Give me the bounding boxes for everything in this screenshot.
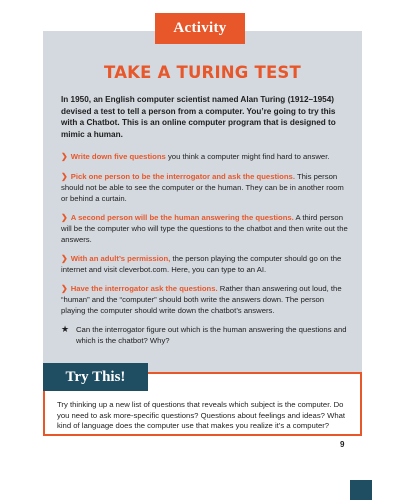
step-4-highlight: With an adult’s permission,: [70, 254, 171, 263]
step-3: [61, 212, 349, 245]
star-question-text: Can the interrogator figure out which is the human answering the questions and which is the chatbot? Why?: [76, 325, 347, 345]
step-3-text: A third person will be the computer who will type the questions to the chatbot and then write out the answers.: [61, 213, 348, 244]
step-1-highlight: Write down five questions: [70, 152, 166, 161]
intro-paragraph: In 1950, an English computer scientist named Alan Turing (1912–1954) devised a test to tell a person from a computer. You’re going to try this with a Chatbot. This is an online computer program that is designed to mimic a human.: [61, 95, 336, 139]
step-2-highlight: Pick one person to be the interrogator and ask the questions.: [70, 172, 295, 181]
step-5-text: Rather than answering out loud, the “human” and the “computer” should both write the answers down. The person playing the computer should write down the chatbot’s answers.: [61, 284, 342, 315]
star-question: [61, 324, 349, 346]
step-1: [61, 151, 349, 162]
step-5: [61, 283, 349, 316]
step-3-highlight: A second person will be the human answering the questions.: [70, 213, 294, 222]
chevron-right-icon: ❯: [61, 284, 68, 293]
try-this-text: Try thinking up a new list of questions that reveals which subject is the computer. Do you need to ask more-specific questions? Questions about feelings and ideas? What kind of language does the computer use that makes you realize it’s a computer?: [57, 400, 346, 430]
chevron-right-icon: ❯: [61, 172, 68, 181]
star-icon: ★: [61, 324, 70, 334]
chevron-right-icon: ❯: [61, 213, 68, 222]
step-2: [61, 171, 349, 204]
step-4-text: the person playing the computer should go on the internet and visit cleverbot.com. Here, you can type to an AI.: [61, 254, 342, 274]
step-2-text: This person should not be able to see the computer or the human. They can be in another room or behind a curtain.: [61, 172, 344, 203]
page-number: 9: [340, 440, 345, 449]
page-title: TAKE A TURING TEST: [104, 63, 301, 82]
step-5-highlight: Have the interrogator ask the questions.: [70, 284, 218, 293]
step-4: [61, 253, 349, 275]
activity-label: Activity: [155, 13, 245, 44]
step-1-text: you think a computer might find hard to answer.: [165, 152, 330, 161]
chevron-right-icon: ❯: [61, 152, 68, 161]
try-this-label: Try This!: [43, 363, 148, 391]
corner-decoration: [350, 480, 372, 500]
chevron-right-icon: ❯: [61, 254, 68, 263]
